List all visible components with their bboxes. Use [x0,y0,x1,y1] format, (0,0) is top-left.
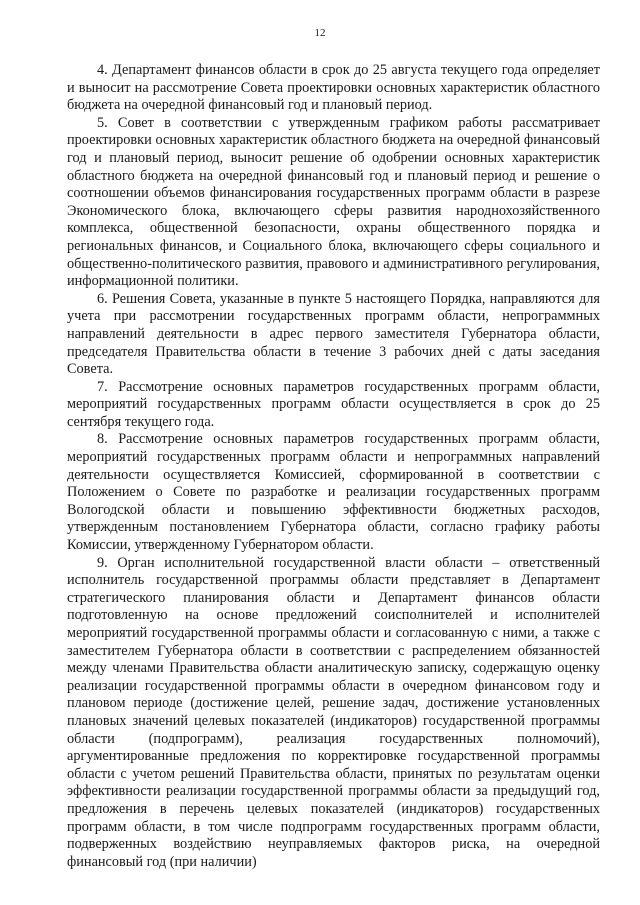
paragraph-5: 5. Совет в соответствии с утвержденным графиком работы рассматривает проектировки основных характеристик областного бюджета на очередной финансовый год и плановый период, выносит решение об одобрении основных характеристик областного бюджета на очередной финансовый год и плановый период и решение о соотношении объемов финансирования государственных программ области в разрезе Экономического блока, включающего сферы развития народнохозяйственного комплекса, общественной безопасности, охраны общественного порядка и региональных финансов, и Социального блока, включающего сферы социального и общественно-политического развития, правового и административного регулирования, информационной политики. [67,114,600,290]
paragraph-9: 9. Орган исполнительной государственной власти области – ответственный исполнитель государственной программы области представляет в Департамент стратегического планирования области и Департамент финансов области подготовленную на основе предложений соисполнителей и исполнителей мероприятий государственной программы области и согласованную с ними, а также с заместителем Губернатора области в соответствии с распределением обязанностей между членами Правительства области аналитическую записку, содержащую оценку реализации государственной программы области в очередном финансовом году и плановом периоде (достижение целей, решение задач, достижение установленных плановых значений целевых показателей (индикаторов) государственной программы области (подпрограмм), реализация государственных полномочий), аргументированные предложения по корректировке государственной программы области с учетом решений Правительства области, принятых по результатам оценки эффективности реализации государственной программы области за предыдущий год, предложения в перечень целевых показателей (индикаторов) государственных программ области, в том числе подпрограмм государственных программ области, подверженных воздействию неуправляемых факторов риска, на очередной финансовый год (при наличии) [67,554,600,870]
paragraph-8: 8. Рассмотрение основных параметров государственных программ области, мероприятий государственных программ области и непрограммных направлений деятельности осуществляется Комиссией, сформированной в соответствии с Положением о Совете по разработке и реализации государственных программ Вологодской области и повышению эффективности бюджетных расходов, утвержденным постановлением Губернатора области, согласно графику работы Комиссии, утвержденному Губернатором области. [67,431,600,554]
body-text [67,62,600,871]
paragraph-6: 6. Решения Совета, указанные в пункте 5 настоящего Порядка, направляются для учета при рассмотрении государственных программ области, непрограммных направлений деятельности в адрес первого заместителя Губернатора области, председателя Правительства области в течение 3 рабочих дней с даты заседания Совета. [67,290,600,378]
paragraph-7: 7. Рассмотрение основных параметров государственных программ области, мероприятий государственных программ области осуществляется в срок до 25 сентября текущего года. [67,378,600,430]
page-number: 12 [314,27,326,39]
paragraph-4: 4. Департамент финансов области в срок до 25 августа текущего года определяет и выносит на рассмотрение Совета проектировки основных характеристик областного бюджета на очередной финансовый год и плановый период. [67,62,600,114]
